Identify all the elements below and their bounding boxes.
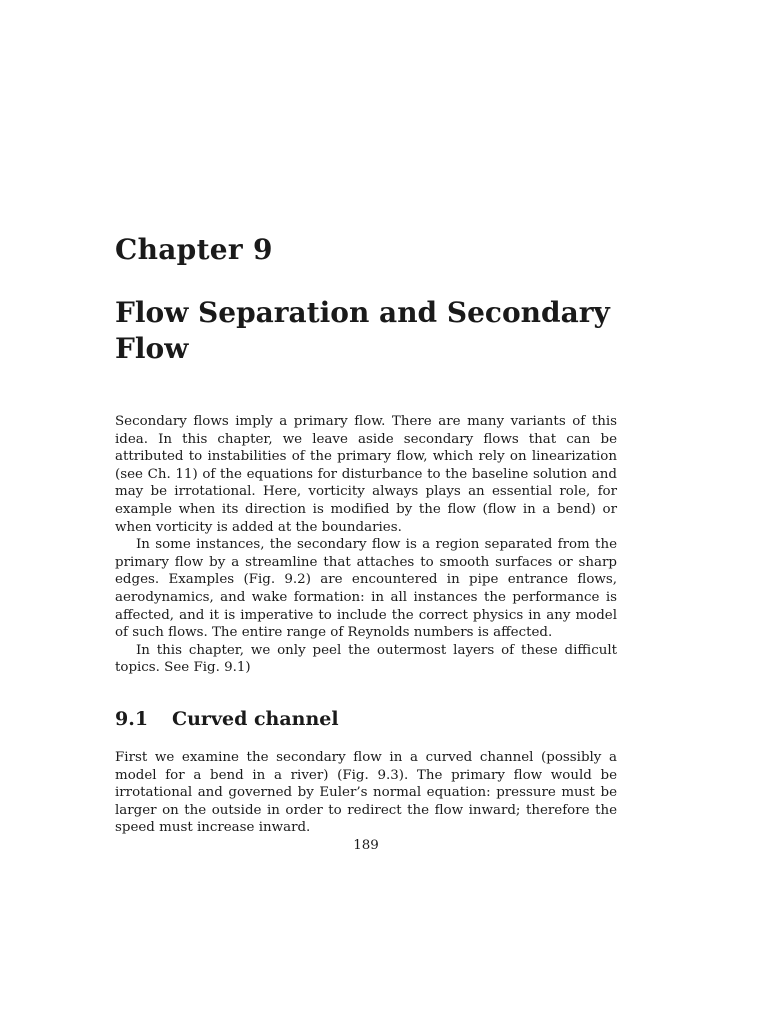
intro-paragraph: In this chapter, we only peel the outermost layers of these difficult topics. See Fig. 9.1) <box>115 642 617 676</box>
section-title: Curved channel <box>172 708 339 730</box>
intro-paragraph: Secondary flows imply a primary flow. There are many variants of this idea. In this chapter, we leave aside secondary flows that can be attributed to instabilities of the primary flow, which rely on linearization (see Ch. 11) of the equations for disturbance to the baseline solution and may be irrotational. Here, vorticity always plays an essential role, for example when its direction is modified by the flow (flow in a bend) or when vorticity is added at the boundaries. <box>115 414 617 535</box>
section-heading <box>115 708 339 730</box>
book-page <box>115 0 617 1024</box>
chapter-label: Chapter 9 <box>115 233 273 266</box>
intro-text <box>115 413 617 677</box>
page-number: 189 <box>353 838 379 853</box>
section-text <box>115 749 617 837</box>
intro-paragraph: In some instances, the secondary flow is a region separated from the primary flow by a streamline that attaches to smooth surfaces or sharp edges. Examples (Fig. 9.2) are encountered in pipe entrance flows, aerodynamics, and wake formation: in all instances the performance is affected, and it is imperative to include the correct physics in any model of such flows. The entire range of Reynolds numbers is affected. <box>115 537 617 641</box>
section-paragraph: First we examine the secondary flow in a curved channel (possibly a model for a bend in a river) (Fig. 9.3). The primary flow would be irrotational and governed by Euler’s normal equation: pressure must be larger on the outside in order to redirect the flow inward; therefore the speed must increase inward. <box>115 750 617 836</box>
section-number: 9.1 <box>115 708 149 730</box>
chapter-title: Flow Separation and Secondary Flow <box>115 296 610 365</box>
